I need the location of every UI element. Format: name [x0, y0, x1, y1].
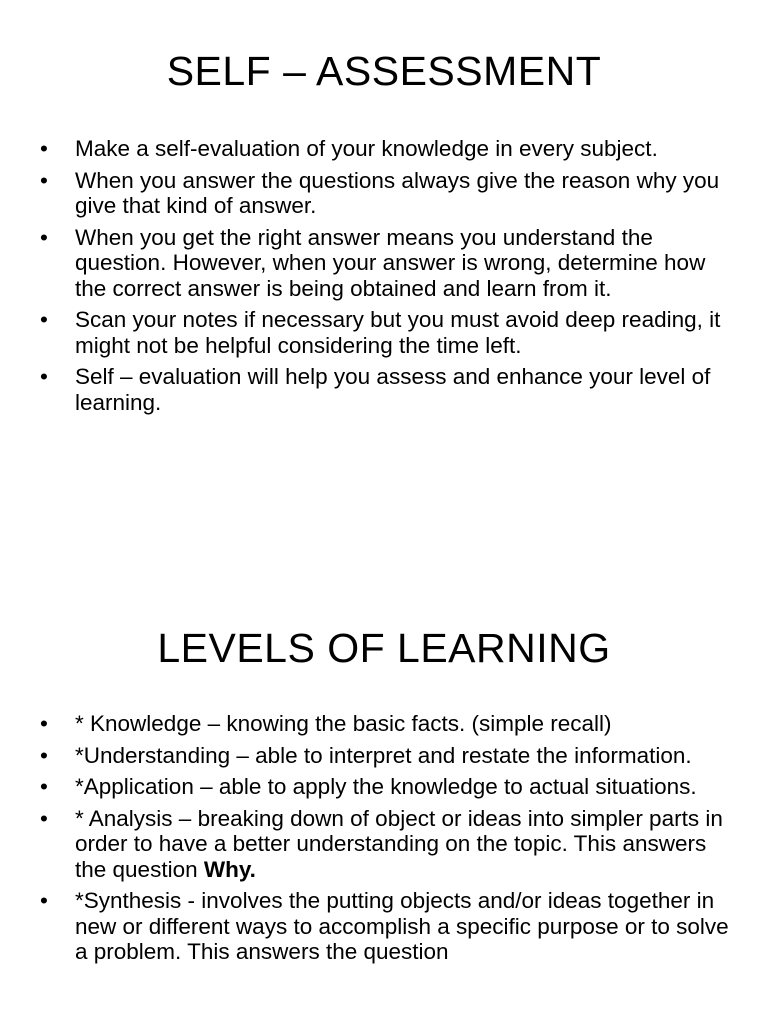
list-item [40, 136, 740, 162]
bullet-text: *Synthesis - involves the putting objects and/or ideas together in new or different ways to accomplish a specific purpose or to solve a problem. This answers the question [75, 888, 729, 964]
bullet-icon: • [40, 307, 48, 332]
bullet-icon: • [40, 774, 48, 799]
self-assessment-title: SELF – ASSESSMENT [166, 48, 602, 94]
bullet-text: Scan your notes if necessary but you must avoid deep reading, it might not be helpful considering the time left. [75, 307, 721, 358]
bullet-text: *Understanding – able to interpret and restate the information. [75, 742, 692, 768]
bullet-text: When you answer the questions always give the reason why you give that kind of answer. [75, 167, 720, 218]
bullet-icon: • [40, 224, 48, 250]
bullet-text: When you get the right answer means you understand the question. However, when your answer is wrong, determine how the correct answer is being obtained and learn from it. [75, 224, 706, 301]
levels-of-learning-slide [0, 600, 768, 1024]
bullet-icon: • [40, 136, 48, 161]
list-item [40, 711, 740, 737]
list-item [40, 364, 740, 415]
bullet-icon: • [40, 711, 48, 736]
why-emphasis: Why. [203, 856, 256, 882]
bullet-icon: • [40, 742, 48, 768]
bullet-icon: • [40, 805, 48, 831]
list-item [40, 888, 740, 965]
list-item [40, 225, 740, 302]
bullet-text: Self – evaluation will help you assess and enhance your level of learning. [75, 364, 711, 415]
levels-of-learning-bullet-list [40, 711, 740, 971]
bullet-text: Make a self-evaluation of your knowledge in every subject. [75, 136, 658, 161]
self-assessment-slide [0, 0, 768, 500]
bullet-icon: • [40, 364, 48, 389]
levels-of-learning-title: LEVELS OF LEARNING [157, 625, 611, 671]
self-assessment-bullet-list [40, 136, 740, 421]
bullet-text: * Knowledge – knowing the basic facts. (simple recall) [75, 711, 612, 736]
list-item [40, 806, 740, 883]
list-item [40, 307, 740, 358]
bullet-text: *Application – able to apply the knowledge to actual situations. [75, 774, 697, 799]
list-item [40, 774, 740, 800]
bullet-icon: • [40, 167, 48, 193]
list-item [40, 168, 740, 219]
bullet-icon: • [40, 888, 48, 913]
list-item [40, 743, 740, 769]
bullet-text: * Analysis – breaking down of object or ideas into simpler parts in order to have a better understanding on the topic. This answers the question [75, 805, 723, 882]
